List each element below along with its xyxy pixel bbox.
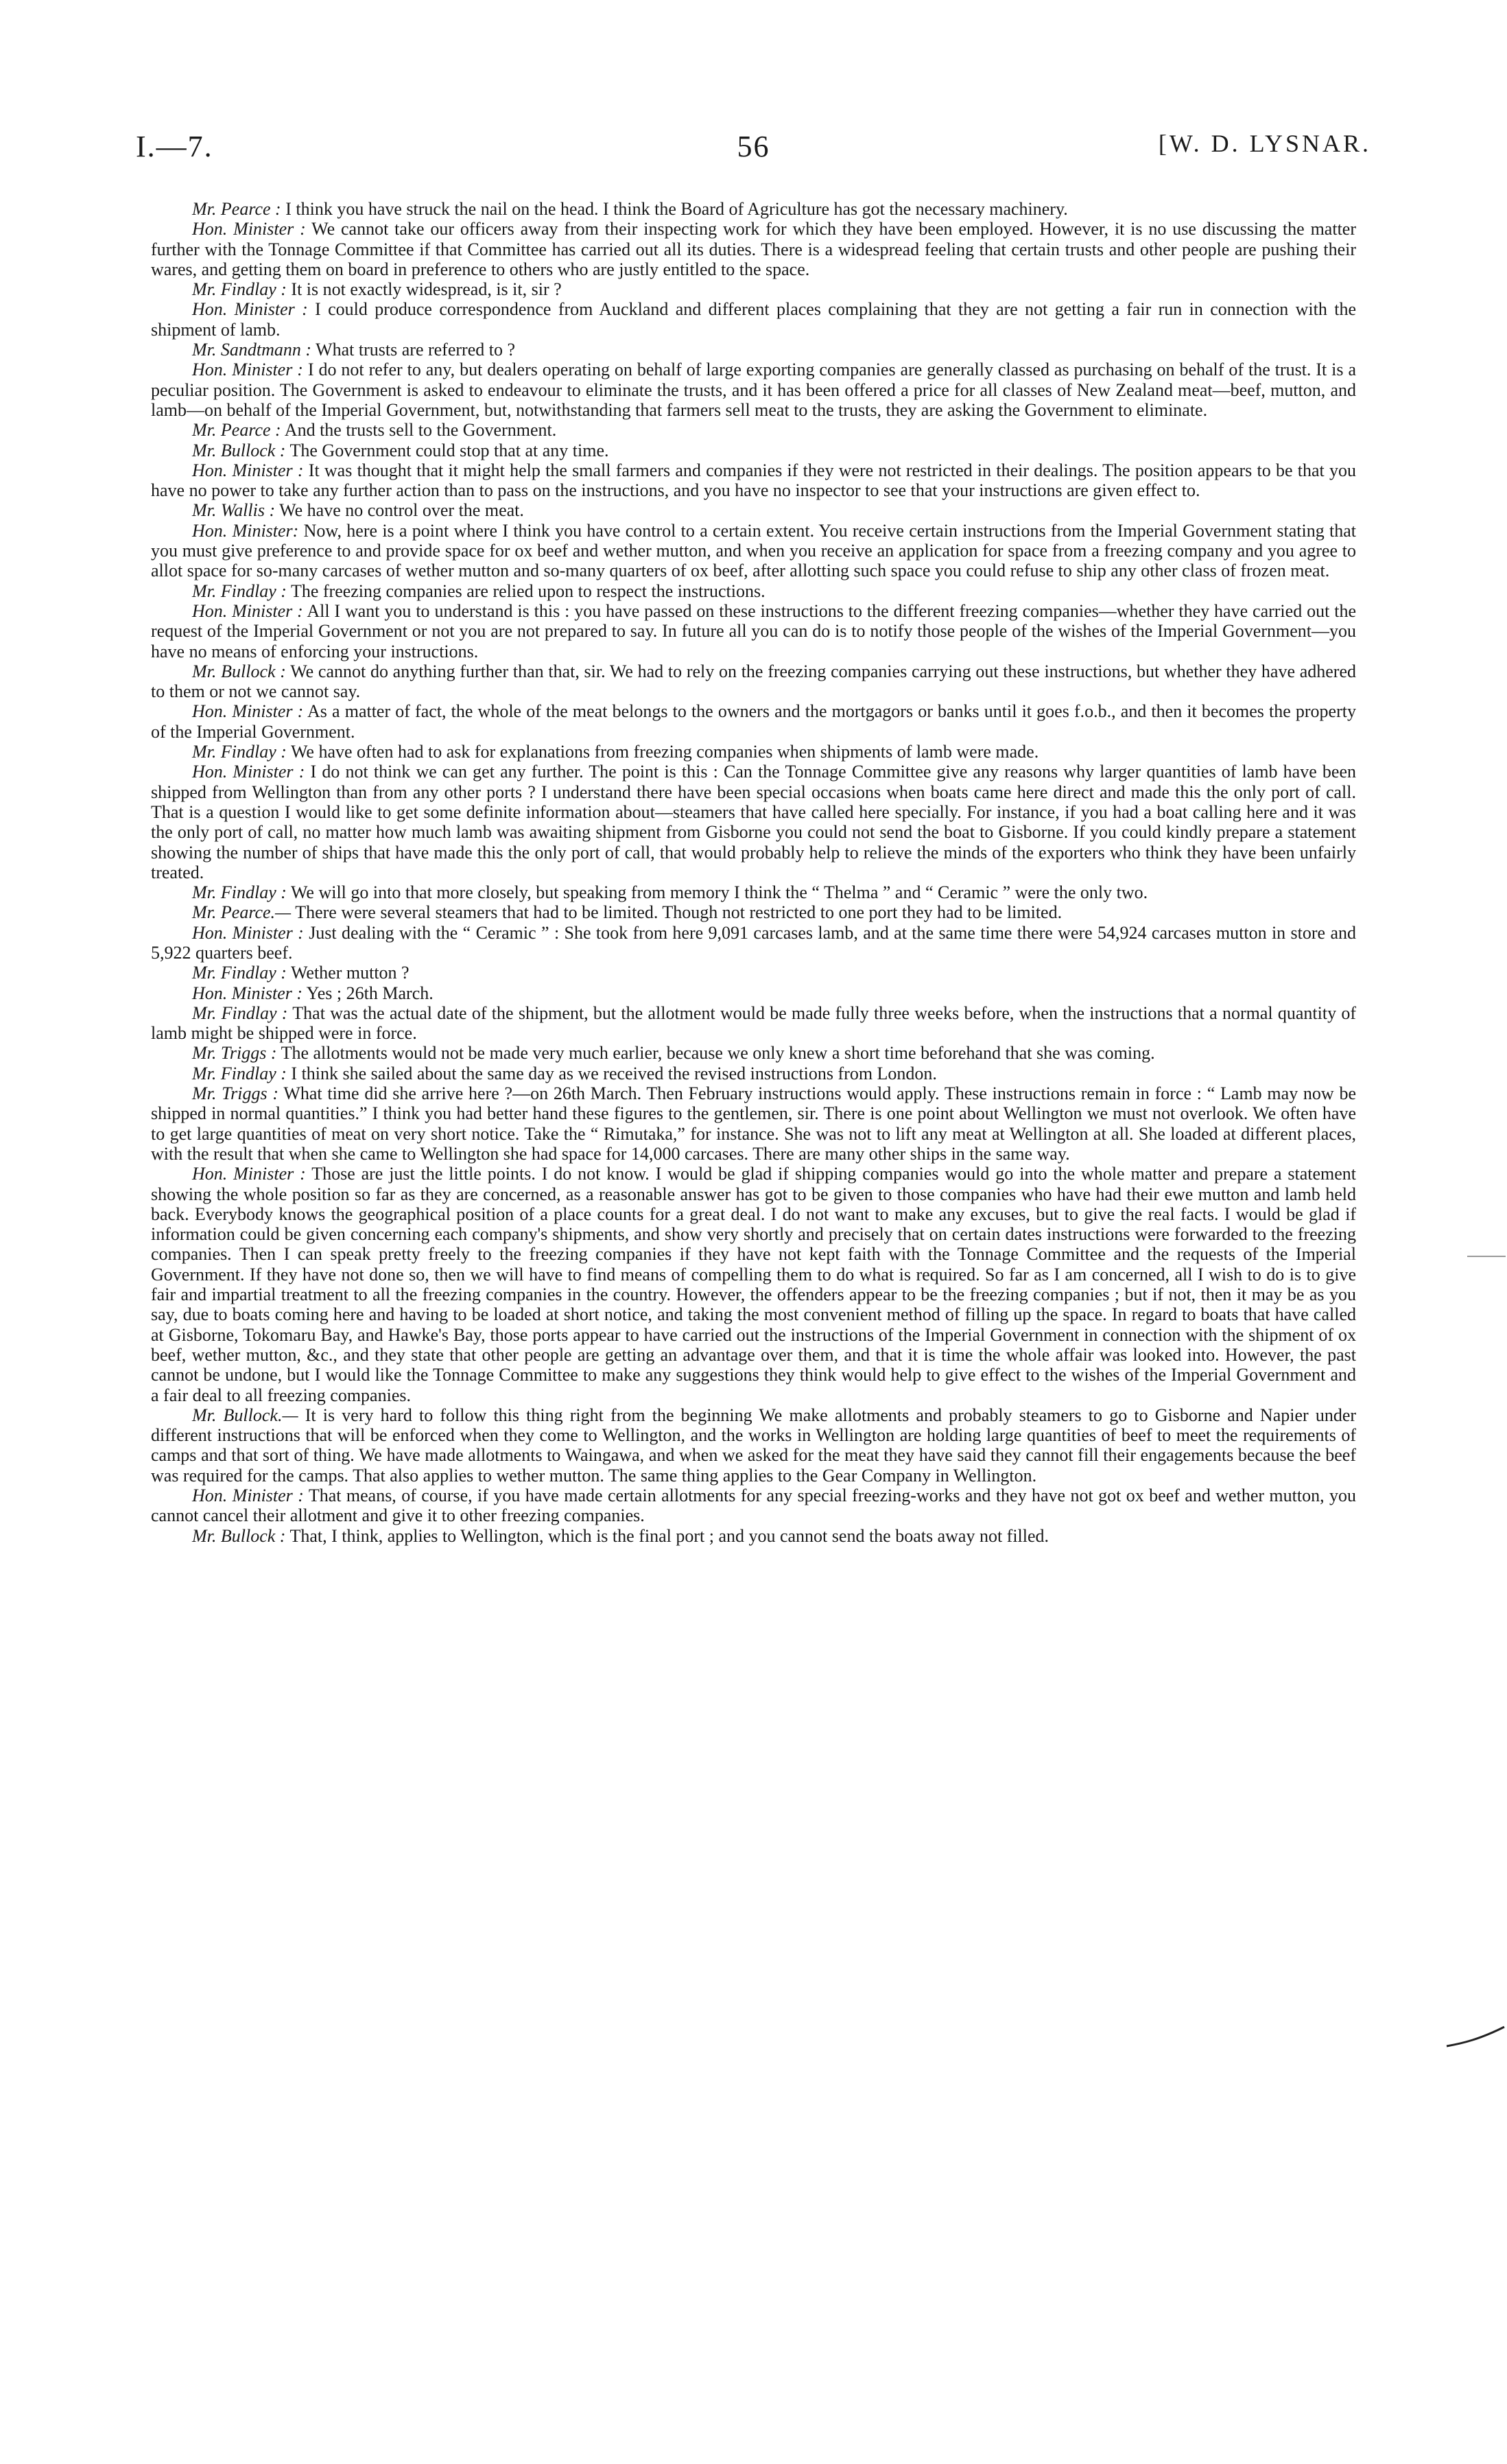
speaker-name: Mr. Triggs : [192,1043,277,1064]
speaker-name: Hon. Minister : [192,460,304,480]
speaker-name: Hon. Minister : [192,360,303,380]
margin-pen-stroke [1445,2023,1507,2050]
speaker-name: Mr. Pearce.— [192,902,292,923]
paragraph-text: And the trusts sell to the Government. [284,420,557,441]
paragraph-text: I think you have struck the nail on the head. I think the Board of Agriculture has got the necessary machinery. [285,199,1068,219]
paragraph-text: I think she sailed about the same day as we received the revised instructions from London. [291,1063,937,1083]
transcript-paragraph [151,923,1356,963]
transcript-paragraph [151,1164,1356,1405]
paragraph-text: We cannot do anything further than that, sir. We had to rely on the freezing companies carrying out these instructions, but whether they have adhered to them or not we cannot say. [151,661,1356,702]
speaker-name: Hon. Minister : [192,922,304,943]
speaker-name: Mr. Wallis : [192,500,276,521]
paragraph-text: Yes ; 26th March. [306,983,434,1003]
paragraph-text: We have often had to ask for explanations from freezing companies when shipments of lamb were made. [290,742,1039,762]
transcript-paragraph [151,441,1356,460]
transcript-paragraph [151,601,1356,661]
transcript-paragraph [151,742,1356,762]
speaker-name: Mr. Findlay : [192,580,287,601]
transcript-paragraph [151,460,1356,501]
speaker-name: Hon. Minister : [192,1164,306,1184]
speaker-name: Mr. Triggs : [192,1083,279,1104]
paragraph-text: We cannot take our officers away from their inspecting work for which they have been employed. However, it is no use discussing the matter further with the Tonnage Committee if that Committee has carried out all its duties. There is a widespread feeling that certain trusts and other people are pushing their wares, and getting them on board in preference to others who are justly entitled to the space. [151,219,1356,279]
paper-reference: I.—7. [136,130,213,163]
paragraph-text: It is very hard to follow this thing right from the beginning We make allotments and probably steamers to go to Gisborne and Napier under different instructions that will be enforced when they come to Wellington, and the works in Wellington are holding large quantities of beef to meet the requirements of camps and that sort of thing. We have made allotments to Waingawa, and when we asked for the meat they have said they cannot fill their engagements because the beef was required for the camps. That also applies to wether mutton. The same thing applies to the Gear Company in Wellington. [151,1405,1357,1486]
paragraph-text: The Government could stop that at any time. [289,440,609,460]
speaker-name: Mr. Findlay : [192,963,287,983]
speaker-name: Mr. Findlay : [192,279,287,300]
speaker-name: Hon. Minister : [192,299,308,320]
transcript-paragraph [151,661,1356,702]
speaker-name: Hon. Minister : [192,600,303,621]
paragraph-text: It was thought that it might help the small farmers and companies if they were not restricted in their dealings. The position appears to be that you have no power to take any further action than to pass on the instructions, and you have no inspector to see that your instructions are given effect to. [151,460,1356,501]
speaker-name: Mr. Bullock : [192,440,286,460]
paragraph-text: There were several steamers that had to be limited. Though not restricted to one port they had to be limited. [295,902,1063,923]
speaker-name: Mr. Bullock : [192,661,286,681]
paragraph-text: Just dealing with the “ Ceramic ” : She took from here 9,091 carcases lamb, and at the same time there were 54,924 carcases mutton in store and 5,922 quarters beef. [151,922,1357,963]
paragraph-text: Wether mutton ? [290,963,410,983]
paragraph-text: The allotments would not be made very much earlier, because we only knew a short time beforehand that she was coming. [281,1043,1155,1064]
page-number: 56 [737,130,770,163]
paragraph-text: That, I think, applies to Wellington, which is the final port ; and you cannot send the boats away not filled. [289,1525,1049,1546]
transcript-paragraph [151,963,1356,983]
transcript-paragraph [151,1526,1356,1546]
paragraph-text: As a matter of fact, the whole of the meat belongs to the owners and the mortgagors or banks until it goes f.o.b., and then it becomes the property of the Imperial Government. [151,701,1356,742]
transcript-paragraph [151,340,1356,360]
paragraph-text: It is not exactly widespread, is it, sir ? [291,279,562,300]
paragraph-text: Those are just the little points. I do not know. I would be glad if shipping companies would go into the whole matter and prepare a statement showing the whole position so far as they are concerned, as a reasonable answer has got to be given to those companies who have had their ewe mutton and lamb held back. Everybody knows the geographical position of a place counts for a great deal. I do not want to make any excuses, but to give the real facts. I would be glad if information could be given concerning each company's shipments, and show very shortly and precisely that on certain dates instructions were forwarded to the freezing companies. Then I can speak pretty freely to the freezing companies if they have not kept faith with the Tonnage Committee and the requests of the Imperial Government. If they have not done so, then we will have to find means of compelling them to do what is required. So far as I am concerned, all I wish to do is to give fair and impartial treatment to all the freezing companies in the country. However, the offenders appear to be the freezing companies ; but if not, then it may be as you say, due to boats coming here and having to be loaded at short notice, and taking the most convenient method of filling up the space. In regard to boats that have called at Gisborne, Tokomaru Bay, and Hawke's Bay, those ports appear to have carried out the instructions of the Imperial Government in connection with the shipment of ox beef, wether mutton, &c., and they state that other people are getting an advantage over them, and that it is time the whole affair was looked into. However, the past cannot be undone, but I would like the Tonnage Committee to make any suggestions they think would help to give effect to the wishes of the Imperial Government and a fair deal to all freezing companies. [151,1164,1356,1405]
speaker-name: Mr. Bullock : [192,1525,286,1546]
speaker-name: Hon. Minister : [192,219,306,239]
paragraph-text: We will go into that more closely, but speaking from memory I think the “ Thelma ” and “ Ceramic ” were the only two. [290,882,1148,903]
transcript-paragraph [151,762,1356,882]
transcript-paragraph [151,199,1356,219]
speaker-name: Hon. Minister : [192,983,303,1003]
speaker-name: Hon. Minister : [192,701,304,722]
paragraph-text: That was the actual date of the shipment, but the allotment would be made fully three weeks before, when the instructions that a normal quantity of lamb might be shipped were in force. [151,1002,1357,1044]
speaker-name: Hon. Minister : [192,1486,304,1505]
speaker-name: Mr. Findlay : [192,1002,288,1023]
paragraph-text: What time did she arrive here ?—on 26th March. Then February instructions would apply. These instructions remain in force : “ Lamb may now be shipped in normal quantities.” I think you had better hand these figures to the gentlemen, sir. There is one point about Wellington we must not overlook. We often have to get large quantities of meat on very short notice. Take the “ Rimutaka,” for instance. She was not to lift any meat at Wellington at all. She loaded at different places, with the result that when she came to Wellington she had space for 14,000 carcases. There are many other ships in the same way. [151,1083,1356,1164]
transcript-paragraph [151,581,1356,601]
transcript-paragraph [151,1083,1356,1164]
transcript-paragraph [151,299,1356,340]
page-header [136,129,1371,170]
speaker-name: Mr. Pearce : [192,199,281,219]
transcript-paragraph [151,500,1356,520]
paragraph-text: Now, here is a point where I think you have control to a certain extent. You receive certain instructions from the Imperial Government stating that you must give preference to and provide space for ox beef and wether mutton, and when you receive an application for space from a freezing company and you agree to allot space for so-many carcases of wether mutton and so-many quarters of ox beef, after allotting such space you could refuse to ship any other class of frozen meat. [151,520,1357,581]
transcript-paragraph [151,360,1356,420]
transcript-paragraph [151,983,1356,1003]
transcript-paragraph [151,882,1356,902]
transcript-paragraph [151,1003,1356,1044]
paragraph-text: I do not think we can get any further. The point is this : Can the Tonnage Committee give any reasons why larger quantities of lamb have been shipped from Wellington than from any other ports ? I understand there have been special occasions when boats came here direct and made this the only port of call. That is a question I would like to get some definite information about—steamers that have called here specially. For instance, if you had a boat calling here and it was the only port of call, no matter how much lamb was awaiting shipment from Gisborne you could not send the boat to Gisborne. If you could kindly prepare a statement showing the number of ships that have made this the only port of call, that would probably help to relieve the minds of the exporters who think they have been unfairly treated. [151,762,1356,882]
paragraph-text: All I want you to understand is this : you have passed on these instructions to the different freezing companies—whether they have carried out the request of the Imperial Government or not you are not prepared to say. In future all you can do is to notify those people of the wishes of the Imperial Government—you have no means of enforcing your instructions. [151,600,1356,661]
transcript-paragraph [151,1043,1356,1063]
transcript-paragraph [151,701,1356,742]
transcript-paragraph [151,279,1356,299]
paragraph-text: I could produce correspondence from Auckland and different places complaining that they are not getting a fair run in connection with the shipment of lamb. [151,299,1356,340]
transcript-paragraph [151,902,1356,922]
speaker-name: Mr. Findlay : [192,1063,287,1083]
speaker-name: Mr. Findlay : [192,742,287,762]
witness-name: [W. D. LYSNAR. [1158,130,1371,157]
margin-mark [1466,1254,1507,1258]
paragraph-text: What trusts are referred to ? [316,340,515,360]
transcript-paragraph [151,420,1356,440]
speaker-name: Mr. Sandtmann : [192,340,312,360]
speaker-name: Mr. Pearce : [192,420,281,441]
paragraph-text: The freezing companies are relied upon to respect the instructions. [290,580,766,601]
paragraph-text: We have no control over the meat. [279,500,524,521]
transcript-paragraph [151,1405,1356,1486]
paragraph-text: I do not refer to any, but dealers operating on behalf of large exporting companies are generally classed as purchasing on behalf of the trust. It is a peculiar position. The Government is asked to endeavour to eliminate the trusts, and it has been offered a price for all classes of New Zealand meat—beef, mutton, and lamb—on behalf of the Imperial Government, but, notwithstanding that farmers sell meat to the trusts, they are asking the Government to eliminate. [151,360,1357,420]
transcript-paragraph [151,1486,1356,1526]
transcript-paragraph [151,1064,1356,1083]
speaker-name: Hon. Minister: [192,520,299,541]
transcript-paragraph [151,521,1356,581]
transcript-body [151,199,1356,1546]
paragraph-text: That means, of course, if you have made certain allotments for any special freezing-works and they have not got ox beef and wether mutton, you cannot cancel their allotment and give it to other freezing companies. [151,1486,1357,1526]
speaker-name: Hon. Minister : [192,762,305,782]
speaker-name: Mr. Bullock.— [192,1405,298,1425]
transcript-paragraph [151,219,1356,279]
speaker-name: Mr. Findlay : [192,882,287,903]
